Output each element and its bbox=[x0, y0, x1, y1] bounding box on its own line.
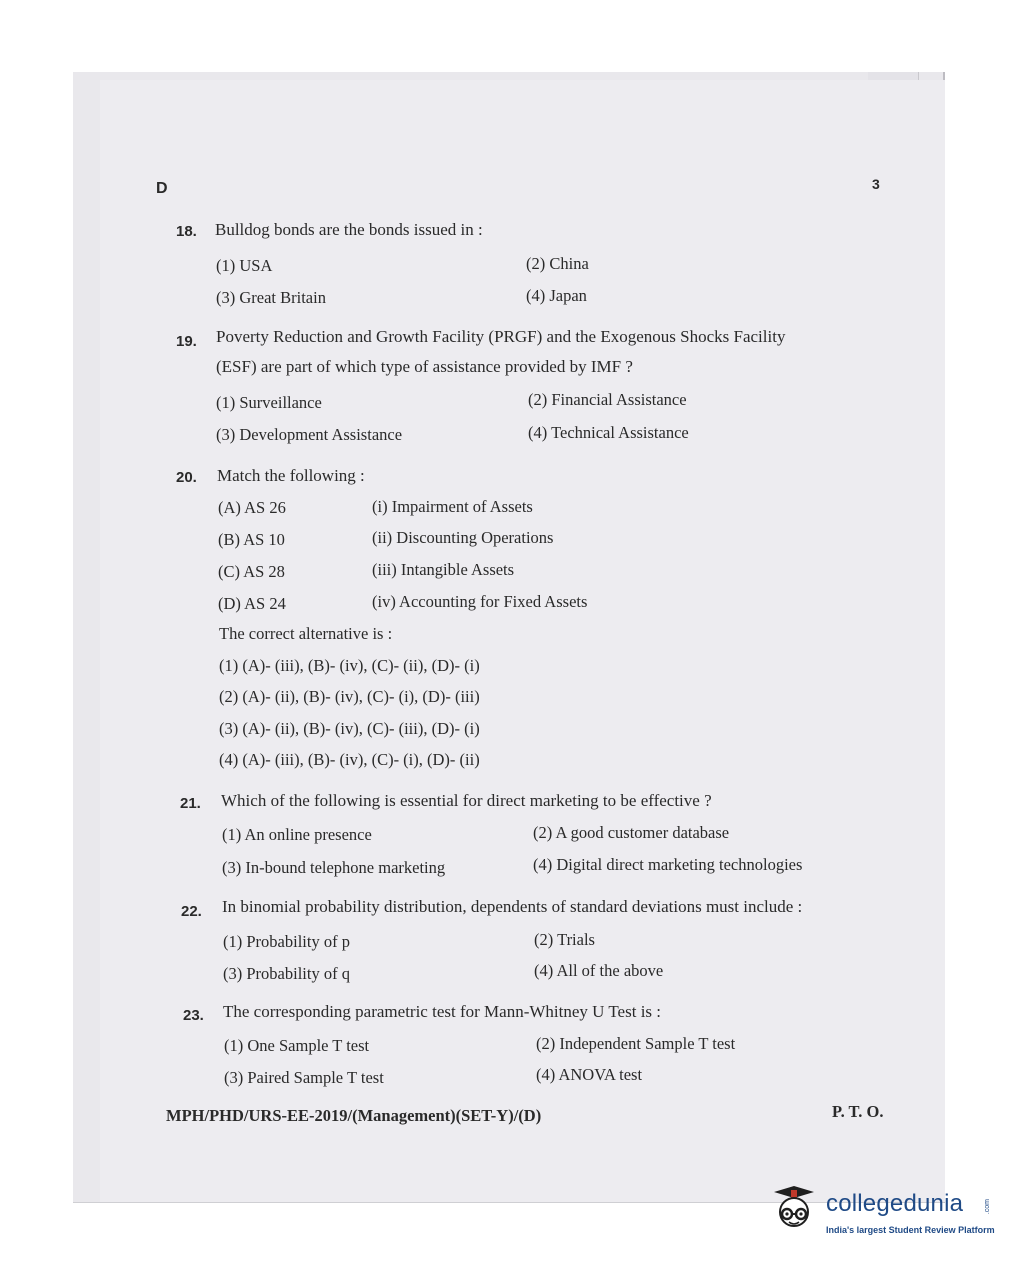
option: (1) An online presence bbox=[222, 825, 372, 844]
question-text: Poverty Reduction and Growth Facility (PRGF) and the Exogenous Shocks Facility bbox=[216, 327, 786, 346]
question-number: 22. bbox=[181, 903, 202, 920]
question-number: 23. bbox=[183, 1007, 204, 1024]
option: (3) Paired Sample T test bbox=[224, 1068, 384, 1087]
question-text: (ESF) are part of which type of assistance provided by IMF ? bbox=[216, 357, 633, 376]
set-letter: D bbox=[156, 180, 168, 197]
option: (3) In-bound telephone marketing bbox=[222, 858, 446, 877]
option: (3) Development Assistance bbox=[216, 425, 403, 444]
page-number: 3 bbox=[872, 176, 880, 192]
option: (3) Great Britain bbox=[216, 288, 326, 307]
match-left-item: (B) AS 10 bbox=[218, 530, 285, 549]
logo-tagline: India's largest Student Review Platform bbox=[826, 1225, 995, 1235]
option: (2) Trials bbox=[534, 930, 595, 949]
option: (2) A good customer database bbox=[533, 823, 730, 842]
option: (3) Probability of q bbox=[223, 964, 350, 983]
match-left-item: (A) AS 26 bbox=[218, 498, 286, 517]
match-left-item: (C) AS 28 bbox=[218, 562, 285, 581]
question-number: 19. bbox=[176, 333, 197, 350]
match-right-item: (ii) Discounting Operations bbox=[372, 528, 554, 547]
match-right-item: (iv) Accounting for Fixed Assets bbox=[372, 592, 588, 611]
question-text: Which of the following is essential for direct marketing to be effective ? bbox=[221, 791, 712, 810]
logo-wordmark: collegedunia bbox=[826, 1190, 964, 1217]
option: (2) (A)- (ii), (B)- (iv), (C)- (i), (D)- (iii) bbox=[219, 687, 480, 706]
option: (1) Probability of p bbox=[223, 932, 350, 951]
option: (1) One Sample T test bbox=[224, 1036, 370, 1055]
question-text: Match the following : bbox=[217, 466, 365, 485]
question-text: The corresponding parametric test for Mann-Whitney U Test is : bbox=[223, 1002, 662, 1021]
option: (2) Financial Assistance bbox=[528, 390, 687, 409]
logo-suffix: .com bbox=[984, 1199, 991, 1215]
question-text: Bulldog bonds are the bonds issued in : bbox=[215, 220, 483, 239]
option: (2) Independent Sample T test bbox=[536, 1034, 736, 1053]
answer-prompt: The correct alternative is : bbox=[219, 624, 393, 643]
option: (1) USA bbox=[216, 256, 273, 275]
option: (4) (A)- (iii), (B)- (iv), (C)- (i), (D)- (ii) bbox=[219, 750, 480, 769]
option: (2) China bbox=[526, 254, 589, 273]
match-left-item: (D) AS 24 bbox=[218, 594, 286, 613]
match-right-item: (i) Impairment of Assets bbox=[372, 497, 533, 516]
question-text: In binomial probability distribution, dependents of standard deviations must include : bbox=[222, 897, 803, 916]
match-right-item: (iii) Intangible Assets bbox=[372, 560, 515, 579]
question-number: 21. bbox=[180, 795, 201, 812]
question-number: 20. bbox=[176, 469, 197, 486]
question-number: 18. bbox=[176, 223, 197, 240]
paper-code: MPH/PHD/URS-EE-2019/(Management)(SET-Y)/(D) bbox=[166, 1106, 542, 1125]
option: (1) Surveillance bbox=[216, 393, 322, 412]
pto-label: P. T. O. bbox=[832, 1102, 884, 1121]
option: (1) (A)- (iii), (B)- (iv), (C)- (ii), (D)- (i) bbox=[219, 656, 480, 675]
option: (4) Digital direct marketing technologies bbox=[533, 855, 803, 874]
option: (4) All of the above bbox=[534, 961, 664, 980]
option: (3) (A)- (ii), (B)- (iv), (C)- (iii), (D)- (i) bbox=[219, 719, 480, 738]
option: (4) Japan bbox=[526, 286, 587, 305]
option: (4) Technical Assistance bbox=[528, 423, 689, 442]
option: (4) ANOVA test bbox=[536, 1065, 643, 1084]
